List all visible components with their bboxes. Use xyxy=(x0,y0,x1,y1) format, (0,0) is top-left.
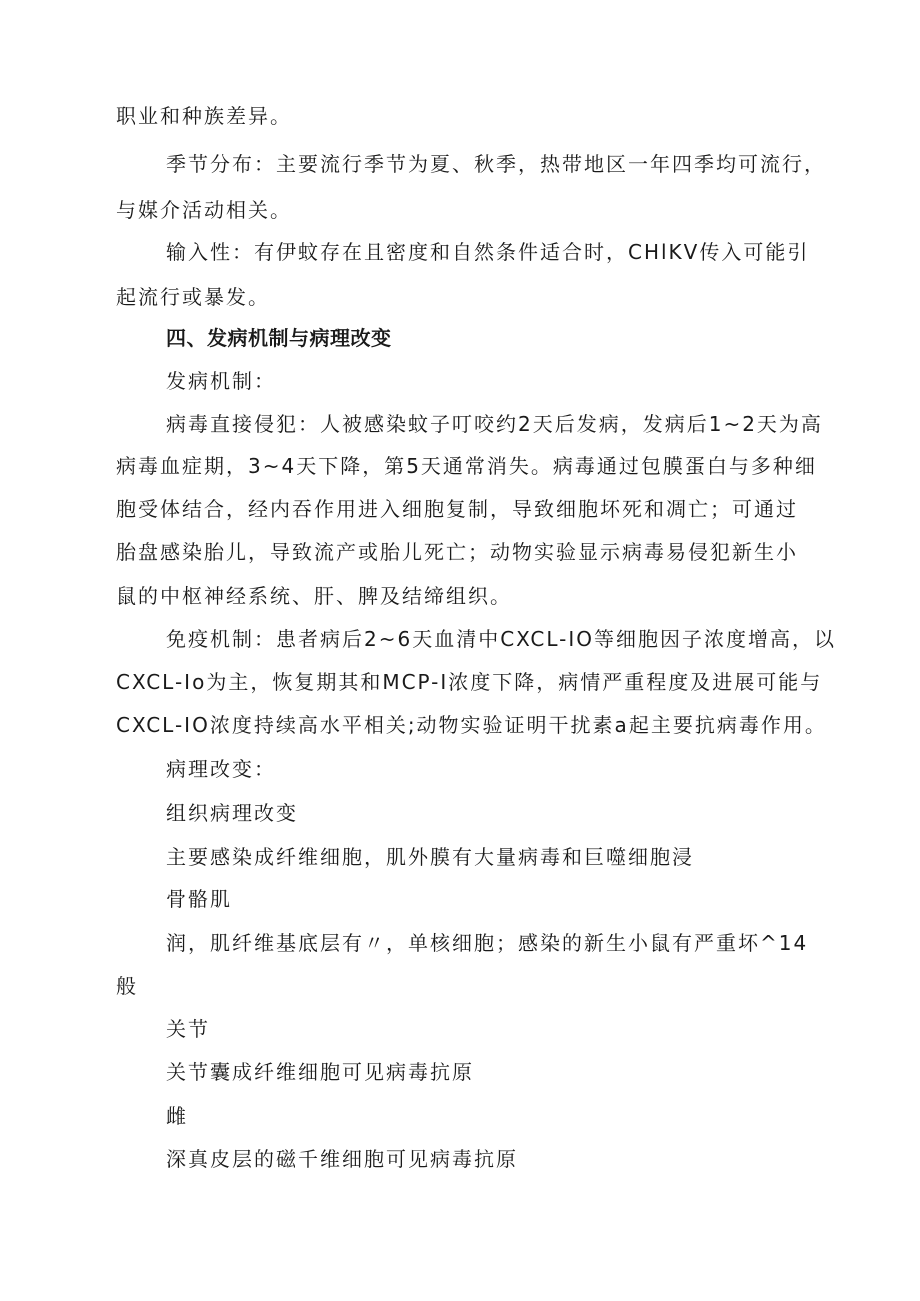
text-line: 职业和种族差异。 xyxy=(116,104,292,128)
section-heading: 四、发病机制与病理改变 xyxy=(166,326,392,350)
text-line: 起流行或暴发。 xyxy=(116,285,270,309)
text-line: 鼠的中枢神经系统、肝、脾及结缔组织。 xyxy=(116,584,512,608)
text-line: 发病机制： xyxy=(166,369,276,393)
text-line: 胎盘感染胎儿，导致流产或胎儿死亡；动物实验显示病毒易侵犯新生小 xyxy=(116,540,798,564)
text-line: CXCL-IO浓度持续高水平相关;动物实验证明干扰素a起主要抗病毒作用。 xyxy=(116,713,827,737)
text-line: 润，肌纤维基底层有〃，单核细胞；感染的新生小鼠有严重坏^14 xyxy=(166,931,809,955)
text-line: 骨骼肌 xyxy=(166,887,232,911)
text-line: 病理改变： xyxy=(166,757,276,781)
text-line: 输入性：有伊蚊存在且密度和自然条件适合时，CHlKV传入可能引 xyxy=(166,240,810,264)
text-line: 雌 xyxy=(166,1104,188,1128)
text-line: 关节 xyxy=(166,1017,210,1041)
text-line: 胞受体结合，经内吞作用进入细胞复制，导致细胞坏死和凋亡；可通过 xyxy=(116,497,798,521)
text-line: 组织病理改变 xyxy=(166,801,298,825)
text-line: 关节囊成纤维细胞可见病毒抗原 xyxy=(166,1060,474,1084)
text-line: 主要感染成纤维细胞，肌外膜有大量病毒和巨噬细胞浸 xyxy=(166,845,694,869)
text-line: 病毒血症期，3~4天下降，第5天通常消失。病毒通过包膜蛋白与多种细 xyxy=(116,454,817,478)
text-line: 深真皮层的磁千维细胞可见病毒抗原 xyxy=(166,1147,518,1171)
text-line: 季节分布：主要流行季节为夏、秋季，热带地区一年四季均可流行， xyxy=(166,152,826,176)
text-line: 与媒介活动相关。 xyxy=(116,198,292,222)
text-line: 免疫机制：患者病后2~6天血清中CXCL-IO等细胞因子浓度增高，以 xyxy=(166,627,837,651)
text-line: 般 xyxy=(116,974,138,998)
text-line: 病毒直接侵犯：人被感染蚊子叮咬约2天后发病，发病后1~2天为高 xyxy=(166,412,823,436)
text-line: CXCL-Io为主，恢复期其和MCP-I浓度下降，病情严重程度及进展可能与 xyxy=(116,670,823,694)
